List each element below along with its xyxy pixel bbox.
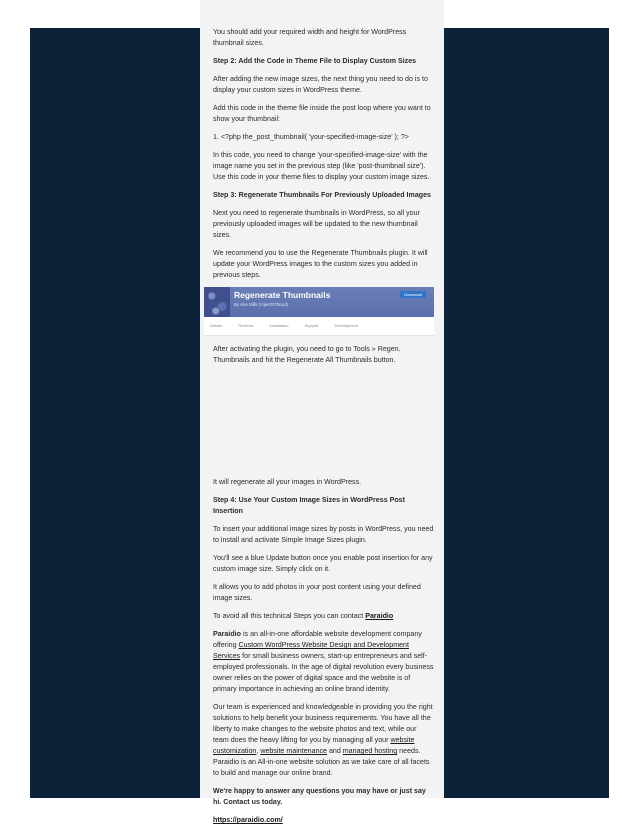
separator-text: , — [256, 747, 261, 755]
website-customization-link[interactable]: website customization — [213, 736, 415, 755]
plugin-title: Regenerate Thumbnails — [234, 290, 331, 300]
paragraph: It will regenerate all your images in WordPress. — [213, 478, 362, 486]
plugin-screenshot — [204, 287, 434, 336]
separator-text: and — [326, 747, 343, 755]
contact-text: To avoid all this technical Steps you can contact — [213, 612, 366, 620]
company-paragraph — [213, 629, 434, 695]
company-text: for small business owners, start-up entrepreneurs and self-employed professionals. In the age of digital revolution every business owner relies on the power of digital space and the website is of primary importance in achieving an online brand identity. — [213, 652, 434, 693]
paragraph: After activating the plugin, you need to go to Tools » Regen. Thumbnails and hit the Regenerate All Thumbnails button. — [213, 345, 401, 364]
website-url-link[interactable]: https://paraidio.com/ — [213, 816, 283, 824]
paragraph: Add this code in the theme file inside the post loop where you want to show your thumbnail: — [213, 104, 431, 123]
url-paragraph — [213, 815, 434, 826]
download-button[interactable]: Download — [400, 291, 426, 298]
services-link[interactable]: Custom WordPress Website Design and Development Services — [213, 641, 409, 660]
paragraph: In this code, you need to change 'your-specified-image-size' with the image name you set in the previous step (like 'post-thumbnail size'). Use this code in your theme files to display your custom image sizes. — [213, 151, 430, 181]
plugin-thumbnail-image — [204, 287, 230, 317]
plugin-tabs — [210, 323, 374, 329]
tab-development[interactable]: Development — [334, 323, 359, 328]
paragraph: To insert your additional image sizes by posts in WordPress, you need to install and activate Simple Image Sizes plugin. — [213, 525, 434, 544]
tab-reviews[interactable]: Reviews — [238, 323, 254, 328]
managed-hosting-link[interactable]: managed hosting — [342, 747, 398, 755]
team-paragraph — [213, 702, 434, 779]
tab-support[interactable]: Support — [304, 323, 319, 328]
tab-details[interactable]: Details — [210, 323, 223, 328]
plugin-header-banner — [230, 287, 434, 317]
step-3-heading: Step 3: Regenerate Thumbnails For Previously Uploaded Images — [213, 191, 431, 199]
document-page — [200, 0, 444, 824]
code-line: 1. <?php the_post_thumbnail( 'your-specified-image-size' ); ?> — [213, 133, 409, 141]
paragraph: Next you need to regenerate thumbnails in WordPress, so all your previously uploaded images will be updated to the new thumbnail sizes. — [213, 209, 420, 239]
paragraph: After adding the new image sizes, the next thing you need to do is to display your custom sizes in WordPress theme. — [213, 75, 428, 94]
tab-installation[interactable]: Installation — [269, 323, 289, 328]
website-maintenance-link[interactable]: website maintenance — [260, 747, 327, 755]
company-name: Paraidio — [213, 630, 241, 638]
blank-image-area — [213, 373, 434, 477]
team-text: needs. Paraidio is an All-in-one website solution as we take care of all facets to build and manage our online brand. — [213, 747, 430, 777]
step-2-heading: Step 2: Add the Code in Theme File to Display Custom Sizes — [213, 57, 417, 65]
paragraph: We recommend you to use the Regenerate Thumbnails plugin. It will update your WordPress images to the custom sizes you added in previous steps. — [213, 249, 428, 279]
paragraph: You'll see a blue Update button once you enable post insertion for any custom image size. Simply click on it. — [213, 554, 433, 573]
plugin-author: By Alex Mills (Viper007Bond) — [234, 302, 288, 307]
contact-paragraph — [213, 611, 434, 622]
step-4-heading: Step 4: Use Your Custom Image Sizes in WordPress Post Insertion — [213, 496, 405, 515]
paraidio-link[interactable]: Paraidio — [365, 612, 394, 620]
paragraph: It allows you to add photos in your post content using your defined image sizes. — [213, 583, 421, 602]
paragraph: You should add your required width and height for WordPress thumbnail sizes. — [213, 28, 407, 47]
closing-paragraph: We're happy to answer any questions you may have or just say hi. Contact us today. — [213, 787, 426, 806]
company-text: is an all-in-one affordable website development company offering — [213, 630, 422, 649]
team-text: Our team is experienced and knowledgeable in providing you the right solutions to help benefit your business requirements. You have all the liberty to make changes to the website photos and text, while our team does the heavy lifting for you by managing all your — [213, 703, 433, 744]
